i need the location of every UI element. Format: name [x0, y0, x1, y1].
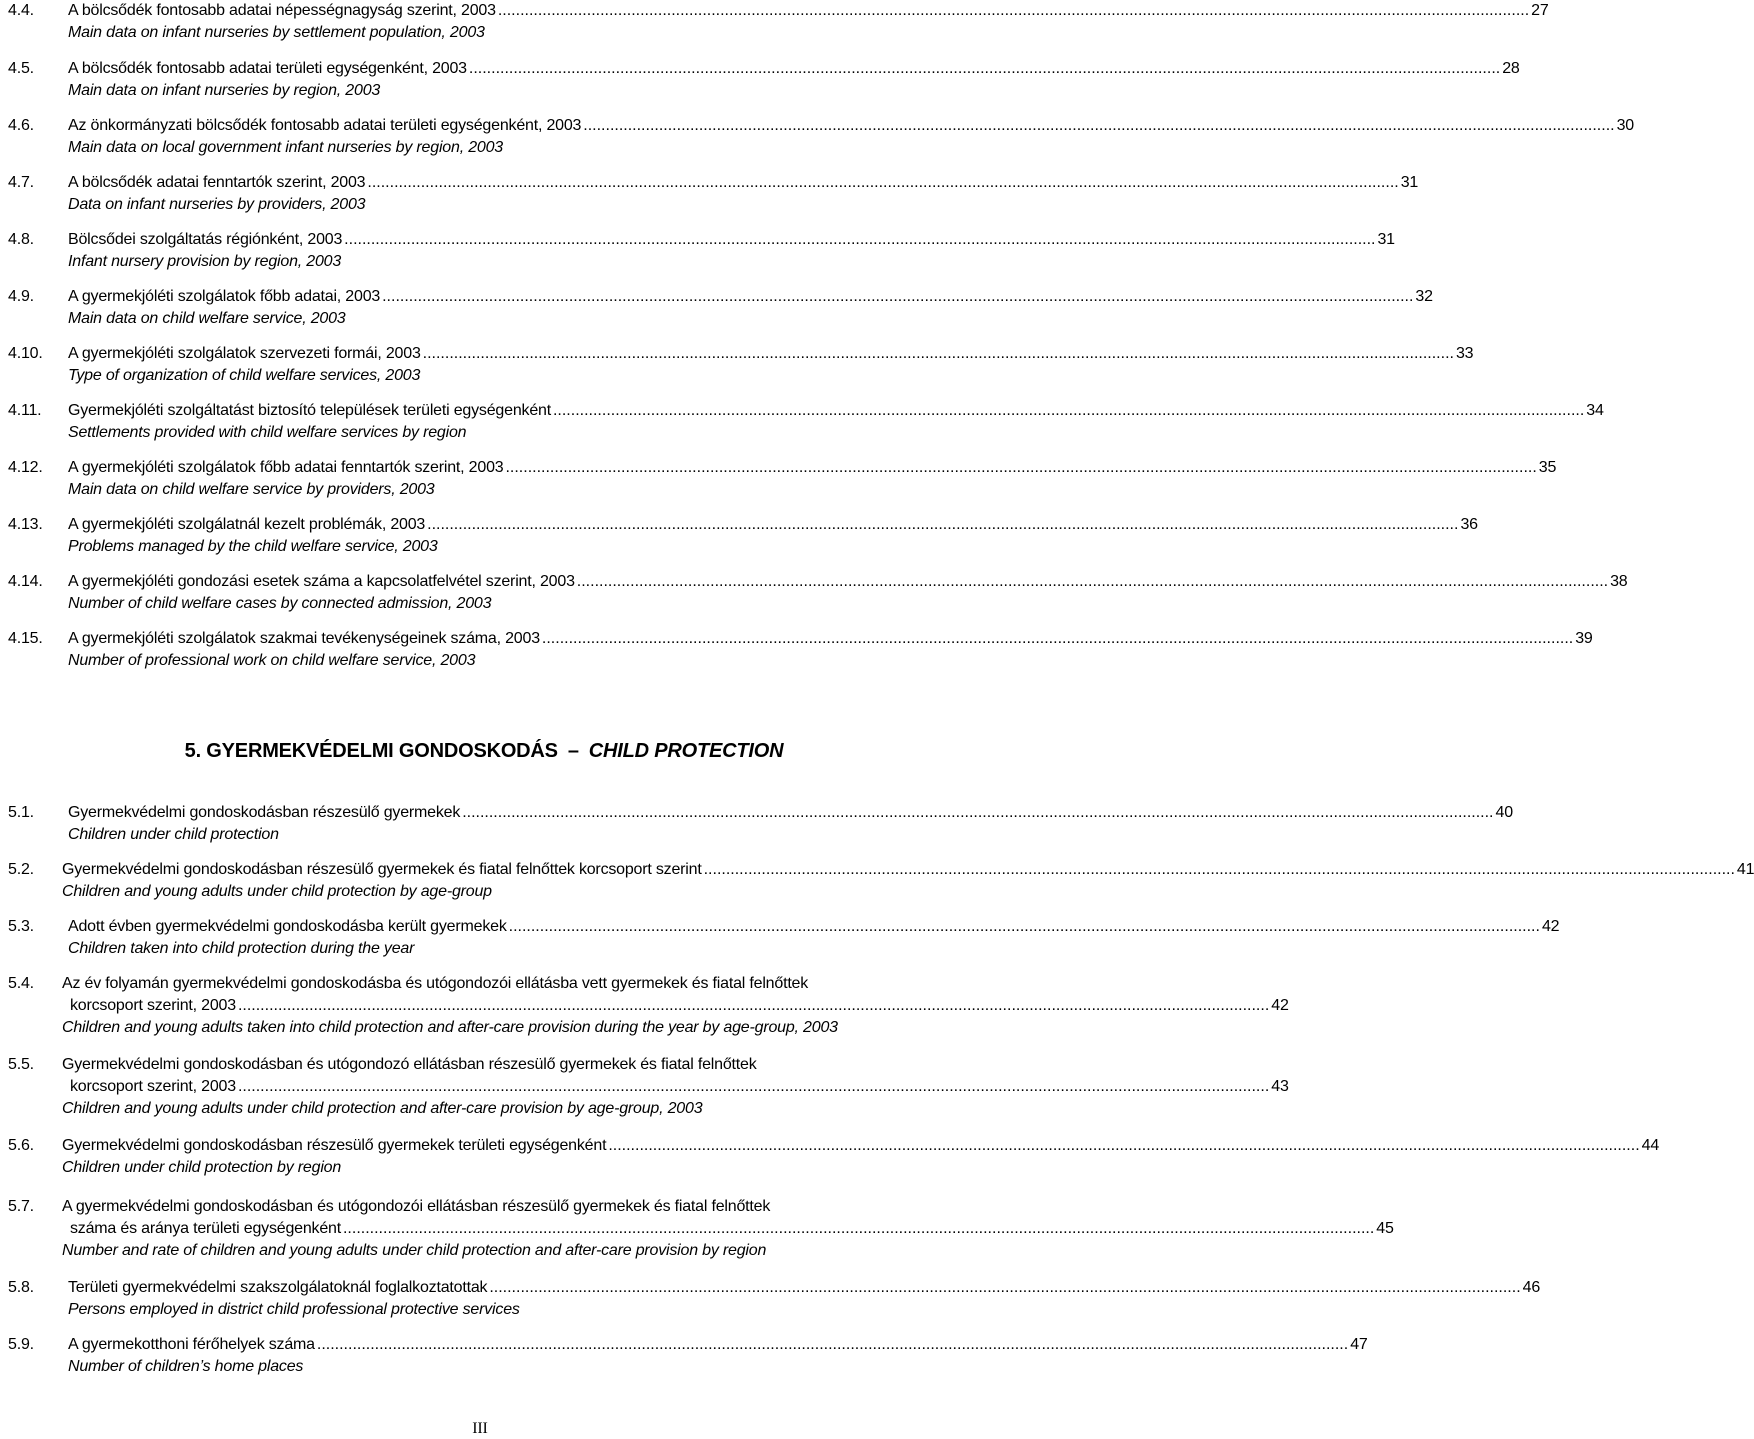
- toc-entry-title-hu: korcsoport szerint, 2003: [70, 997, 236, 1014]
- section-heading-hu: 5. GYERMEKVÉDELMI GONDOSKODÁS: [184, 740, 558, 762]
- toc-entry-page-number[interactable]: 31: [1400, 174, 1419, 191]
- toc-entry-title-en: Children under child protection: [68, 826, 279, 843]
- toc-entry-number: 4.14.: [8, 573, 43, 590]
- dot-leader: ........................................................................................................................................................................................................................................: [427, 516, 1459, 533]
- toc-entry-page-number[interactable]: 47: [1350, 1336, 1368, 1353]
- toc-entry-number: 4.13.: [8, 516, 43, 533]
- toc-entry-title-hu: A gyermekotthoni férőhelyek száma: [68, 1336, 315, 1353]
- toc-entry-page-number[interactable]: 27: [1531, 2, 1549, 19]
- dot-leader: ........................................................................................................................................................................................................................................: [489, 1279, 1521, 1296]
- toc-entry[interactable]: [0, 916, 1560, 960]
- dot-leader: ........................................................................................................................................................................................................................................: [462, 804, 1494, 821]
- toc-entry-number: 5.2.: [8, 861, 34, 878]
- toc-entry-title-en: Main data on child welfare service, 2003: [68, 310, 346, 327]
- dot-leader: ........................................................................................................................................................................................................................................: [541, 630, 1574, 647]
- toc-entry[interactable]: [0, 115, 1634, 159]
- toc-entry-page-number[interactable]: 42: [1541, 918, 1560, 935]
- toc-entry-title-en: Children taken into child protection during the year: [68, 940, 415, 957]
- toc-entry-title-en: Problems managed by the child welfare service, 2003: [68, 538, 438, 555]
- toc-entry-page-number[interactable]: 40: [1495, 804, 1513, 821]
- dot-leader: ........................................................................................................................................................................................................................................: [508, 918, 1540, 935]
- toc-entry[interactable]: [0, 0, 1549, 44]
- toc-entry-title-en: Main data on infant nurseries by settlement population, 2003: [68, 24, 485, 41]
- toc-entry-title-en: Number of professional work on child welfare service, 2003: [68, 652, 476, 669]
- toc-entry-page-number[interactable]: 31: [1377, 231, 1395, 248]
- toc-entry-page-number[interactable]: 28: [1502, 60, 1520, 77]
- toc-entry-number: 5.6.: [8, 1137, 34, 1154]
- toc-entry-number: 4.8.: [8, 231, 34, 248]
- toc-entry-title-en: Number and rate of children and young adults under child protection and after-care provision by region: [62, 1242, 767, 1259]
- toc-entry-number: 4.11.: [8, 402, 42, 419]
- toc-entry-number: 4.9.: [8, 288, 34, 305]
- toc-entry-page-number[interactable]: 46: [1522, 1279, 1541, 1296]
- toc-entry-page-number[interactable]: 32: [1415, 288, 1433, 305]
- toc-entry-page-number[interactable]: 45: [1376, 1220, 1394, 1237]
- toc-entry-title-hu: A bölcsődék fontosabb adatai területi egységenként, 2003: [68, 60, 467, 77]
- toc-entry-title-hu: A gyermekjóléti szolgálatok szakmai tevékenységeinek száma, 2003: [68, 630, 540, 647]
- toc-entry-number: 4.15.: [8, 630, 43, 647]
- toc-entry[interactable]: [0, 802, 1513, 846]
- toc-entry-page-number[interactable]: 42: [1271, 997, 1289, 1014]
- toc-entry-title-hu: Gyermekjóléti szolgáltatást biztosító települések területi egységenként: [68, 402, 551, 419]
- toc-entry-title-hu-line1: Gyermekvédelmi gondoskodásban és utógondozó ellátásban részesülő gyermekek és fiatal felnőttek: [62, 1056, 757, 1073]
- toc-entry[interactable]: [0, 1277, 1541, 1321]
- toc-entry-number: 4.10.: [8, 345, 43, 362]
- toc-entry-title-en: Main data on local government infant nurseries by region, 2003: [68, 139, 503, 156]
- toc-entry-page-number[interactable]: 43: [1271, 1078, 1289, 1095]
- toc-entry-number: 4.7.: [8, 174, 34, 191]
- dot-leader: ........................................................................................................................................................................................................................................: [583, 117, 1615, 134]
- toc-entry-title-en: Children and young adults under child protection and after-care provision by age-group, 2003: [62, 1100, 703, 1117]
- toc-entry-title-en: Main data on infant nurseries by region, 2003: [68, 82, 381, 99]
- toc-entry-title-en: Persons employed in district child professional protective services: [68, 1301, 520, 1318]
- section-heading: [0, 738, 964, 764]
- toc-entry-title-hu: A gyermekjóléti szolgálatok főbb adatai, 2003: [68, 288, 381, 305]
- toc-entry-title-en: Children under child protection by region: [62, 1159, 342, 1176]
- dot-leader: ........................................................................................................................................................................................................................................: [468, 60, 1501, 77]
- toc-entry-title-hu: A gyermekjóléti szolgálatnál kezelt problémák, 2003: [68, 516, 426, 533]
- toc-entry-title-hu: A gyermekjóléti gondozási esetek száma a kapcsolatfelvétel szerint, 2003: [68, 573, 575, 590]
- toc-entry[interactable]: [0, 1334, 1368, 1378]
- toc-entry-number: 5.3.: [8, 918, 34, 935]
- toc-entry-page-number[interactable]: 36: [1460, 516, 1478, 533]
- toc-entry-title-en: Number of children’s home places: [68, 1358, 304, 1375]
- toc-entry-title-hu: Bölcsődei szolgáltatás régiónként, 2003: [68, 231, 343, 248]
- dot-leader: ........................................................................................................................................................................................................................................: [382, 288, 1414, 305]
- toc-entry[interactable]: [0, 286, 1433, 330]
- section-heading-en: CHILD PROTECTION: [588, 740, 784, 762]
- toc-entry-number: 5.4.: [8, 975, 34, 992]
- toc-entry-title-hu: korcsoport szerint, 2003: [70, 1078, 236, 1095]
- dot-leader: ........................................................................................................................................................................................................................................: [367, 174, 1399, 191]
- toc-entry-title-hu: A gyermekjóléti szolgálatok szervezeti formái, 2003: [68, 345, 421, 362]
- toc-entry-page-number[interactable]: 35: [1538, 459, 1557, 476]
- toc-entry-page-number[interactable]: 38: [1610, 573, 1628, 590]
- toc-entry-page-number[interactable]: 33: [1455, 345, 1474, 362]
- page-number: III: [472, 1420, 488, 1437]
- toc-entry-number: 5.5.: [8, 1056, 34, 1073]
- toc-entry[interactable]: [0, 1196, 1394, 1262]
- toc-entry-title-hu: A gyermekjóléti szolgálatok főbb adatai fenntartók szerint, 2003: [68, 459, 504, 476]
- toc-entry[interactable]: [0, 457, 1557, 501]
- toc-entry-title-en: Main data on child welfare service by providers, 2003: [68, 481, 435, 498]
- toc-entry-title-hu: Gyermekvédelmi gondoskodásban részesülő gyermekek területi egységenként: [62, 1137, 607, 1154]
- section-heading-dash: –: [567, 740, 579, 762]
- dot-leader: ........................................................................................................................................................................................................................................: [497, 2, 1530, 19]
- dot-leader: ........................................................................................................................................................................................................................................: [505, 459, 1537, 476]
- dot-leader: ........................................................................................................................................................................................................................................: [316, 1336, 1349, 1353]
- toc-entry[interactable]: [0, 400, 1604, 444]
- toc-entry[interactable]: [0, 859, 1754, 903]
- toc-entry-title-en: Number of child welfare cases by connected admission, 2003: [68, 595, 492, 612]
- toc-entry-page-number[interactable]: 34: [1586, 402, 1604, 419]
- toc-entry[interactable]: [0, 58, 1520, 102]
- toc-entry-number: 4.5.: [8, 60, 34, 77]
- dot-leader: ........................................................................................................................................................................................................................................: [552, 402, 1585, 419]
- toc-entry-title-hu-line1: Az év folyamán gyermekvédelmi gondoskodásba és utógondozói ellátásba vett gyermekek és fiatal felnőttek: [62, 975, 809, 992]
- toc-entry-title-en: Infant nursery provision by region, 2003: [68, 253, 342, 270]
- toc-entry-title-en: Settlements provided with child welfare services by region: [68, 424, 467, 441]
- toc-entry[interactable]: [0, 343, 1474, 387]
- toc-entry-title-hu: száma és aránya területi egységenként: [70, 1220, 341, 1237]
- dot-leader: ........................................................................................................................................................................................................................................: [342, 1220, 1375, 1237]
- dot-leader: ........................................................................................................................................................................................................................................: [608, 1137, 1640, 1154]
- toc-entry-page-number[interactable]: 39: [1575, 630, 1593, 647]
- toc-entry-number: 5.1.: [8, 804, 34, 821]
- dot-leader: ........................................................................................................................................................................................................................................: [422, 345, 1454, 362]
- toc-entry-number: 4.6.: [8, 117, 34, 134]
- toc-entry-number: 4.12.: [8, 459, 43, 476]
- toc-entry-number: 5.8.: [8, 1279, 34, 1296]
- dot-leader: ........................................................................................................................................................................................................................................: [237, 997, 1270, 1014]
- toc-entry-page-number[interactable]: 44: [1641, 1137, 1660, 1154]
- toc-entry-title-hu: Gyermekvédelmi gondoskodásban részesülő gyermekek és fiatal felnőttek korcsoport szerint: [62, 861, 702, 878]
- toc-entry[interactable]: [0, 628, 1593, 672]
- dot-leader: ........................................................................................................................................................................................................................................: [344, 231, 1376, 248]
- toc-entry-title-en: Children and young adults under child protection by age-group: [62, 883, 492, 900]
- toc-entry-title-hu-line1: A gyermekvédelmi gondoskodásban és utógondozói ellátásban részesülő gyermekek és fiatal felnőttek: [62, 1198, 771, 1215]
- toc-entry-title-hu: Területi gyermekvédelmi szakszolgálatoknál foglalkoztatottak: [68, 1279, 488, 1296]
- toc-entry[interactable]: [0, 229, 1395, 273]
- toc-entry-page-number[interactable]: 41: [1736, 861, 1754, 878]
- toc-entry[interactable]: [0, 1054, 1289, 1120]
- toc-entry-title-en: Children and young adults taken into child protection and after-care provision during the year by age-group, 2003: [62, 1019, 838, 1036]
- toc-entry[interactable]: [0, 1135, 1660, 1179]
- toc-entry-title-en: Type of organization of child welfare services, 2003: [68, 367, 421, 384]
- toc-entry-title-hu: Az önkormányzati bölcsődék fontosabb adatai területi egységenként, 2003: [68, 117, 582, 134]
- toc-entry-title-hu: A bölcsődék adatai fenntartók szerint, 2003: [68, 174, 366, 191]
- toc-entry[interactable]: [0, 172, 1419, 216]
- toc-entry-title-hu: A bölcsődék fontosabb adatai népességnagyság szerint, 2003: [68, 2, 496, 19]
- toc-entry-number: 4.4.: [8, 2, 34, 19]
- toc-entry-title-hu: Gyermekvédelmi gondoskodásban részesülő gyermekek: [68, 804, 461, 821]
- toc-entry[interactable]: [0, 973, 1289, 1039]
- dot-leader: ........................................................................................................................................................................................................................................: [237, 1078, 1270, 1095]
- toc-entry-title-en: Data on infant nurseries by providers, 2003: [68, 196, 366, 213]
- dot-leader: ........................................................................................................................................................................................................................................: [576, 573, 1609, 590]
- toc-entry[interactable]: [0, 571, 1628, 615]
- toc-entry-number: 5.9.: [8, 1336, 34, 1353]
- toc-entry[interactable]: [0, 514, 1478, 558]
- toc-entry-title-hu: Adott évben gyermekvédelmi gondoskodásba került gyermekek: [68, 918, 507, 935]
- dot-leader: ........................................................................................................................................................................................................................................: [703, 861, 1735, 878]
- toc-entry-number: 5.7.: [8, 1198, 34, 1215]
- toc-entry-page-number[interactable]: 30: [1616, 117, 1634, 134]
